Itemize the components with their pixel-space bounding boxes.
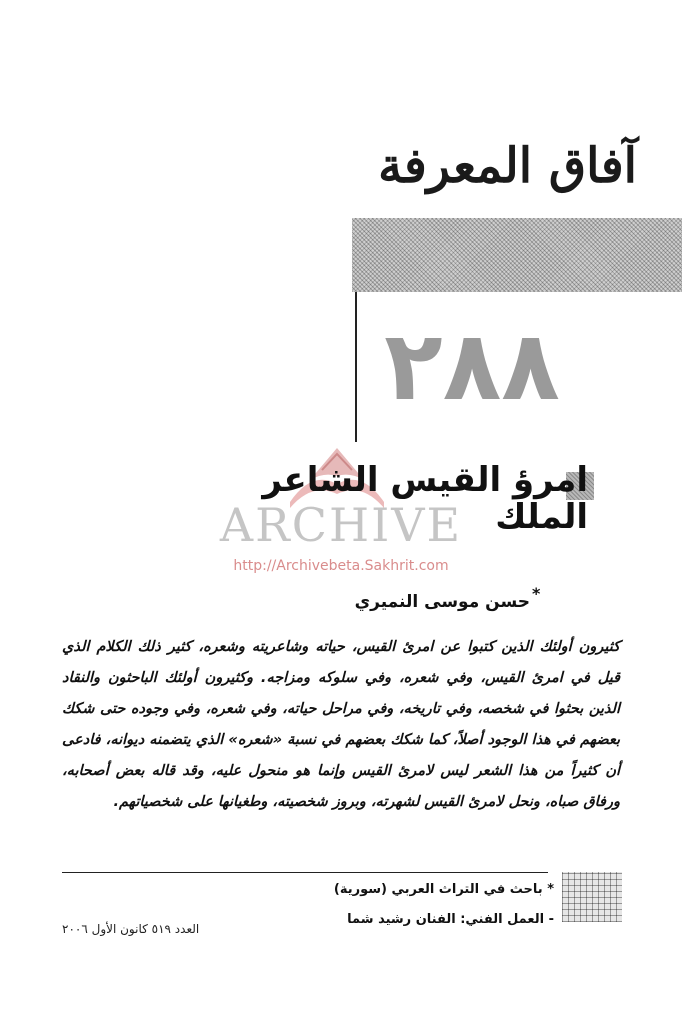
art-credit-footnote: - العمل الفني: الفنان رشيد شما	[347, 912, 554, 927]
watermark-url[interactable]: http://Archivebeta.Sakhrit.com	[233, 558, 449, 574]
footnote-rule	[62, 872, 548, 873]
author-footnote: * باحث في التراث العربي (سورية)	[333, 882, 554, 897]
author-name: حسن موسى النميري	[354, 592, 530, 612]
series-title: آفاق المعرفة	[378, 138, 637, 194]
issue-line: العدد ٥١٩ كانون الأول ٢٠٠٦	[62, 922, 200, 936]
issue-number: ٢٨٨	[384, 310, 560, 422]
article-title: امرؤ القيس الشاعر الملك	[262, 460, 588, 538]
watermark-archive-text: ARCHIVE	[219, 498, 463, 552]
body-paragraph: كثيرون أولئك الذين كتبوا عن امرئ القيس، حياته وشاعريته وشعره، كثير ذلك الكلام الذي قيل في امرئ القيس، وفي شعره، وفي سلوكه ومزاجه. وكثيرون أولئك الباحثون والنقاد الذين بحثوا في شخصه، وفي تاريخه، وفي مراحل حياته، وفي شعره، وفي وجوده حتى شكك بعضهم في هذا الوجود أصلاً، كما شكك بعضهم في نسبة «شعره» الذي يتضمنه ديوانه، فادعى أن كثيراً من هذا الشعر ليس لامرئ القيس وإنما هو منحول عليه، وقد قاله بعض أصحابه، ورفاق صباه، ونحل لامرئ القيس لشهرته، وبروز شخصيته، وطغيانها على شخصياتهم.	[62, 639, 620, 810]
corner-pattern	[562, 872, 622, 922]
vertical-rule	[355, 292, 357, 442]
author-marker: *	[532, 584, 541, 603]
halftone-band	[352, 218, 682, 292]
